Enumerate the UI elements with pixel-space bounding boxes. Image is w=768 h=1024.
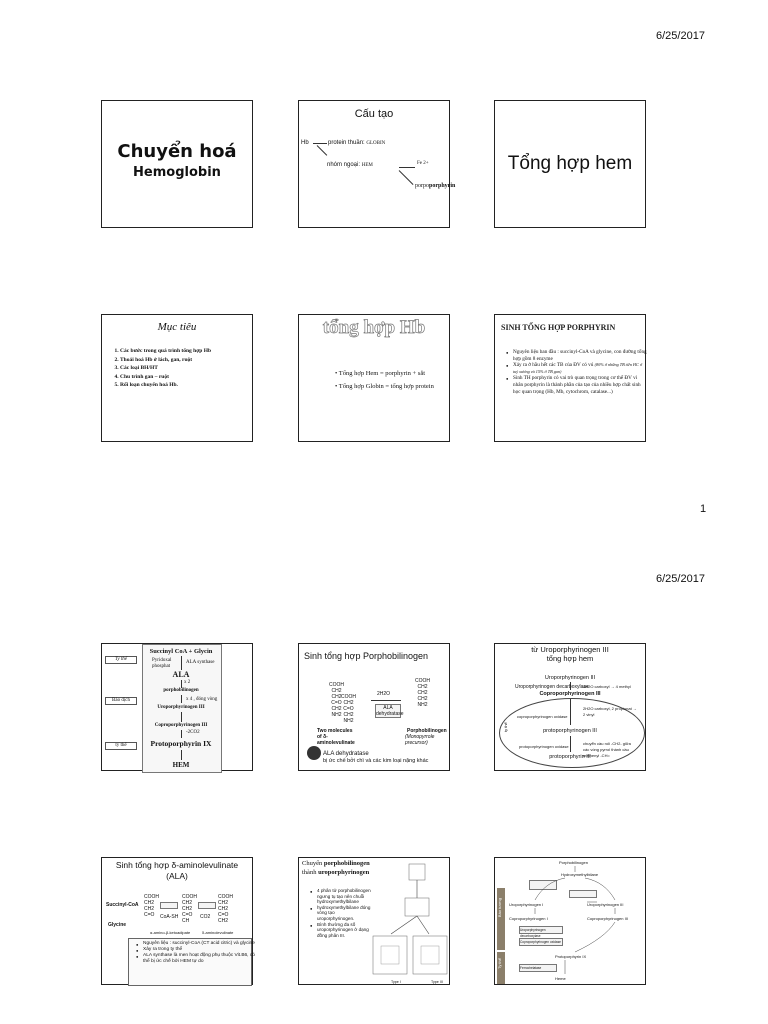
structure-fe: Fe 2+ <box>417 161 429 166</box>
objective-item: 3. Các loại BH/HT <box>120 364 211 373</box>
porphyrin-synthesis-title: SINH TỔNG HỢP PORPHYRIN <box>501 323 616 332</box>
ala-bullet: ● ALA synthase là men hoạt động phụ thuộc Vit.B6, có thể bị ức chế bởi HEM tự do <box>143 953 255 965</box>
structure-protein: protein thuần: <box>328 140 365 146</box>
pbg-uro-bullet: ● hydroxymethylbilane đóng vòng tạo uroporphyrinogen. <box>317 905 373 922</box>
pbg-h2o: 2H2O <box>377 691 391 697</box>
structure-arrow-3 <box>399 167 415 168</box>
page1-date: 6/25/2017 <box>656 30 705 42</box>
pbg-uro-title-1b: porphobilinogen <box>323 860 370 867</box>
overview-copro3: Coproporphyrinogen III <box>587 916 628 921</box>
pathway-label-mito-2: ty thể <box>105 742 137 750</box>
ala-bullet: ● Xảy ra trong ty thể <box>143 947 255 953</box>
ala-mol-col-3: COOH CH2 CH2 C=O CH2 <box>218 894 233 924</box>
structure-arrow-1 <box>313 143 327 144</box>
pbg-molecule-right: COOH CH2 CH2 CH2 NH2 <box>415 678 430 708</box>
pathway-enzyme-3: -2CO2 <box>186 730 200 735</box>
pbg-note-2: bị ức chế bởi chì và các kim loại nặng khác <box>323 758 429 764</box>
uro-hem-decarb: Uroporphyrinogen decarboxylase <box>515 684 589 690</box>
pbg-uro-title-1: Chuyển <box>302 860 324 867</box>
pbg-right-caption: Porphobilinogen <box>407 728 447 734</box>
pbg-uro-type-3: Type III <box>431 980 443 984</box>
ala-mol-col: COOH CH2 CH2 C=O <box>144 894 159 918</box>
uro-hem-oxid: coproporphyrinogen oxidase <box>517 714 568 719</box>
page1-number: 1 <box>700 503 707 515</box>
pbg-uro-diagram <box>369 860 449 984</box>
pbg-uro-bullet: ● Bình thường đa số uroporphyrinogen ở dạng đồng phân III. <box>317 922 373 939</box>
pbg-enzyme-box: ALA dehydratase <box>376 705 404 717</box>
overview-enzyme-box: Ferrochelatase <box>519 964 557 972</box>
overview-heme: Heme <box>555 976 566 981</box>
porphyrin-bullet: ● Sinh TH porphyrin có vai trò quan trọng trong cơ thể ĐV vì nhân porphyrin là thành phần của tạo của nhiều hợp chất sinh học quan trọng (Hb, Mb, cytochrom, catalase...) <box>513 375 647 395</box>
uro-hem-protox: protoporphyrinogen oxidase <box>519 744 569 749</box>
overview-side-cytosol: Bào tương <box>497 898 502 918</box>
ala-coa: CoA-SH <box>160 914 179 920</box>
ala-label-succinyl: Succinyl-CoA <box>106 902 139 908</box>
overview-proto: Protoporphyrin IX <box>555 954 587 959</box>
pathway-arrow <box>181 656 182 670</box>
pbg-uro-title-2b: uroporphyrinogen <box>318 869 370 876</box>
pbg-molecule-left-2: COOH CH2 C=O CH2 NH2 <box>341 694 356 724</box>
pathway-label-mito: Ty thể <box>105 656 137 664</box>
pathway-proto: Protoporphyrin <box>150 739 202 748</box>
pbg-uro-bullets <box>309 888 373 938</box>
uro-hem-proto: protoporphyrinogen III <box>543 728 597 734</box>
porphyrin-synthesis-bullets <box>505 349 647 395</box>
uro-hem-decarb-note: 4H2O carboxyl → 4 methyl <box>583 684 631 689</box>
ala-bullet: ● Nguyên liệu : succinyl-CoA (CT acid citric) và glycine <box>143 941 255 947</box>
slide-structure[interactable] <box>298 100 456 228</box>
pbg-arrow <box>371 700 401 701</box>
pathway-arrow <box>181 680 182 688</box>
uro-hem-arrow <box>570 736 571 752</box>
page2-date: 6/25/2017 <box>656 573 705 585</box>
overview-enzyme-box: Coproporphyrinogen oxidase <box>519 938 563 946</box>
slide-objectives[interactable] <box>101 314 253 442</box>
ala-co2: CO2 <box>200 914 211 920</box>
overview-copro1: Coproporphyrinogen I <box>509 916 548 921</box>
uro-hem-copro: Coproporphyrinogen III <box>539 691 601 697</box>
pathway-uro: Uroporphyrinogen III <box>157 705 205 710</box>
ala-enzyme-box <box>160 902 178 909</box>
uro-hem-arrow <box>570 699 571 725</box>
uro-hem-title-1: từ Uroporphyrinogen III <box>531 645 609 654</box>
hb-synthesis-line: • Tổng hợp Hem = porphyrin + sắt <box>335 370 426 377</box>
structure-arrow-2 <box>317 145 328 156</box>
hem-synthesis-title: Tổng hợp hem <box>507 153 633 174</box>
pbg-uro-title-2: thành <box>302 869 319 876</box>
ala-title-2: (ALA) <box>166 871 188 881</box>
structure-porphyrin: porphyrin <box>429 183 456 189</box>
pathway-top: Succinyl CoA + Glycin <box>149 648 213 655</box>
slide-pathway-flow[interactable] <box>101 643 253 771</box>
pathway-arrow <box>181 712 182 722</box>
ala-product: δ-aminolevulinate <box>202 930 234 935</box>
structure-globin: GLOBIN <box>366 141 386 146</box>
objective-item: 1. Các bước trong quá trình tổng hợp Hb <box>120 347 211 356</box>
pathway-x4: x 4 , đóng vòng <box>186 697 218 702</box>
pathway-copro: Coproporphyrinogen III <box>154 723 208 728</box>
slide-title-heading: Chuyển hoá <box>117 141 237 162</box>
slide-uro-to-hem[interactable] <box>494 643 646 771</box>
pathway-ala: ALA <box>172 670 190 679</box>
pbg-uro-type-1: Type I <box>391 980 401 984</box>
uro-hem-final: protoporphyrin III <box>549 754 591 760</box>
pathway-arrow <box>181 730 182 738</box>
slide-hem-synthesis[interactable] <box>494 100 646 228</box>
porphyrin-bullet: ● Nguyên liệu ban đầu : succinyl-CoA và glycine, con đường tổng hợp gồm 8 enzyme <box>513 349 647 362</box>
slide-porphobilinogen[interactable] <box>298 643 450 771</box>
ala-bullets <box>135 941 255 965</box>
hb-synthesis-lines <box>335 367 434 393</box>
pathway-arrow <box>181 750 182 760</box>
pathway-x2: x 2 <box>184 680 191 685</box>
uro-hem-uro: Uroporphyrinogen III <box>544 675 596 681</box>
pbg-right-caption-2: (Monopyrrole precursor) <box>405 734 435 746</box>
overview-pbg: Porphobilinogen <box>559 860 588 865</box>
pathway-label-cytosol: Bào dịch <box>105 697 137 705</box>
hb-synthesis-line: • Tổng hợp Globin = tổng hợp protein <box>335 383 434 390</box>
pbg-molecule-left: COOH CH2 CH2 C=O CH2 NH2 <box>329 682 344 718</box>
ala-note-box <box>128 938 255 986</box>
overview-side-mito: Ty thể <box>497 958 502 969</box>
pbg-uro-bullet: ● 4 phân tử porphobilinogen ngưng tụ tạo nên chuỗi hydroxymethylbilane <box>317 888 373 905</box>
objective-item: 5. Rối loạn chuyển hoá Hb. <box>120 381 211 390</box>
uro-hem-side-label: ty thể <box>503 722 508 732</box>
overview-enzyme-box: Uroporphyrinogen decarboxylase <box>519 926 563 934</box>
pathway-pbg: porphobilinogen <box>163 688 199 693</box>
pathway-enzyme-1b: ALA synthase <box>186 660 215 665</box>
structure-hem: HEM <box>361 163 373 168</box>
overview-arrows <box>505 858 647 986</box>
ala-title-1: Sinh tổng hợp δ-aminolevulinate <box>115 860 239 870</box>
structure-porpo: porpo <box>415 183 429 189</box>
pbg-left-caption: Two molecules of δ-aminolevulinate <box>317 728 355 746</box>
pbg-note-1: ALA dehydratase <box>323 751 369 757</box>
pathway-enzyme-1: Pyridoxal phosphat <box>152 658 172 669</box>
objective-item: 4. Chu trình gan – ruột <box>120 373 211 382</box>
slide-hb-synthesis[interactable] <box>298 314 450 442</box>
uro-hem-protox-note: chuyển cầu nối -CH2- giữa các vòng pyrrol thành cầu methenyl -CH= <box>583 741 631 758</box>
pathway-hem: HEM <box>172 761 190 769</box>
slide-ala-synthesis[interactable] <box>101 857 253 985</box>
porphyrin-bullet: ● Xảy ra ở hầu hết các TB của ĐV có vú (80% ở những TB tiền HC ở tuỷ xương và 15% ở TB gan) <box>513 362 647 375</box>
slide-heme-pathway-overview[interactable] <box>494 857 646 985</box>
uro-hem-oxid-note: 2H2O carboxyl, 2 propionat → 2 vinyl <box>583 706 637 717</box>
structure-hb: Hb <box>301 140 309 146</box>
slide-title-subheading: Hemoglobin <box>133 165 221 180</box>
ala-enzyme-box <box>198 902 216 909</box>
slide-title[interactable] <box>101 100 253 228</box>
uro-hem-title-2: tổng hợp hem <box>546 654 594 663</box>
overview-uro1: Uroporphyrinogen I <box>509 902 544 907</box>
objectives-list <box>108 347 211 390</box>
structure-arrow-4 <box>399 170 414 185</box>
pbg-title: Sinh tổng hợp Porphobilinogen <box>304 651 428 661</box>
pathway-arrow <box>181 695 182 703</box>
structure-title: Cấu tạo <box>354 108 394 120</box>
slide-pbg-to-uro[interactable] <box>298 857 450 985</box>
structure-nhom: nhóm ngoại: <box>327 162 361 168</box>
ala-mol-col-2: COOH CH2 CH2 C=O CH <box>182 894 197 924</box>
slide-porphyrin-synthesis[interactable] <box>494 314 646 442</box>
pathway-ix: IX <box>203 739 212 748</box>
overview-uro3: Uroporphyrinogen III <box>587 902 624 907</box>
objectives-title: Mục tiêu <box>157 321 197 333</box>
pbg-enzyme-graphic <box>307 746 321 760</box>
ala-label-glycine: Glycine <box>108 922 127 928</box>
overview-hmb: Hydroxymethylbilane <box>561 872 599 877</box>
objective-item: 2. Thoái hoá Hb ở lách, gan, ruột <box>120 356 211 365</box>
ala-intermediate: α-amino-β-ketoadipate <box>150 930 191 935</box>
hb-synthesis-title: tổng hợp Hb <box>322 317 426 338</box>
